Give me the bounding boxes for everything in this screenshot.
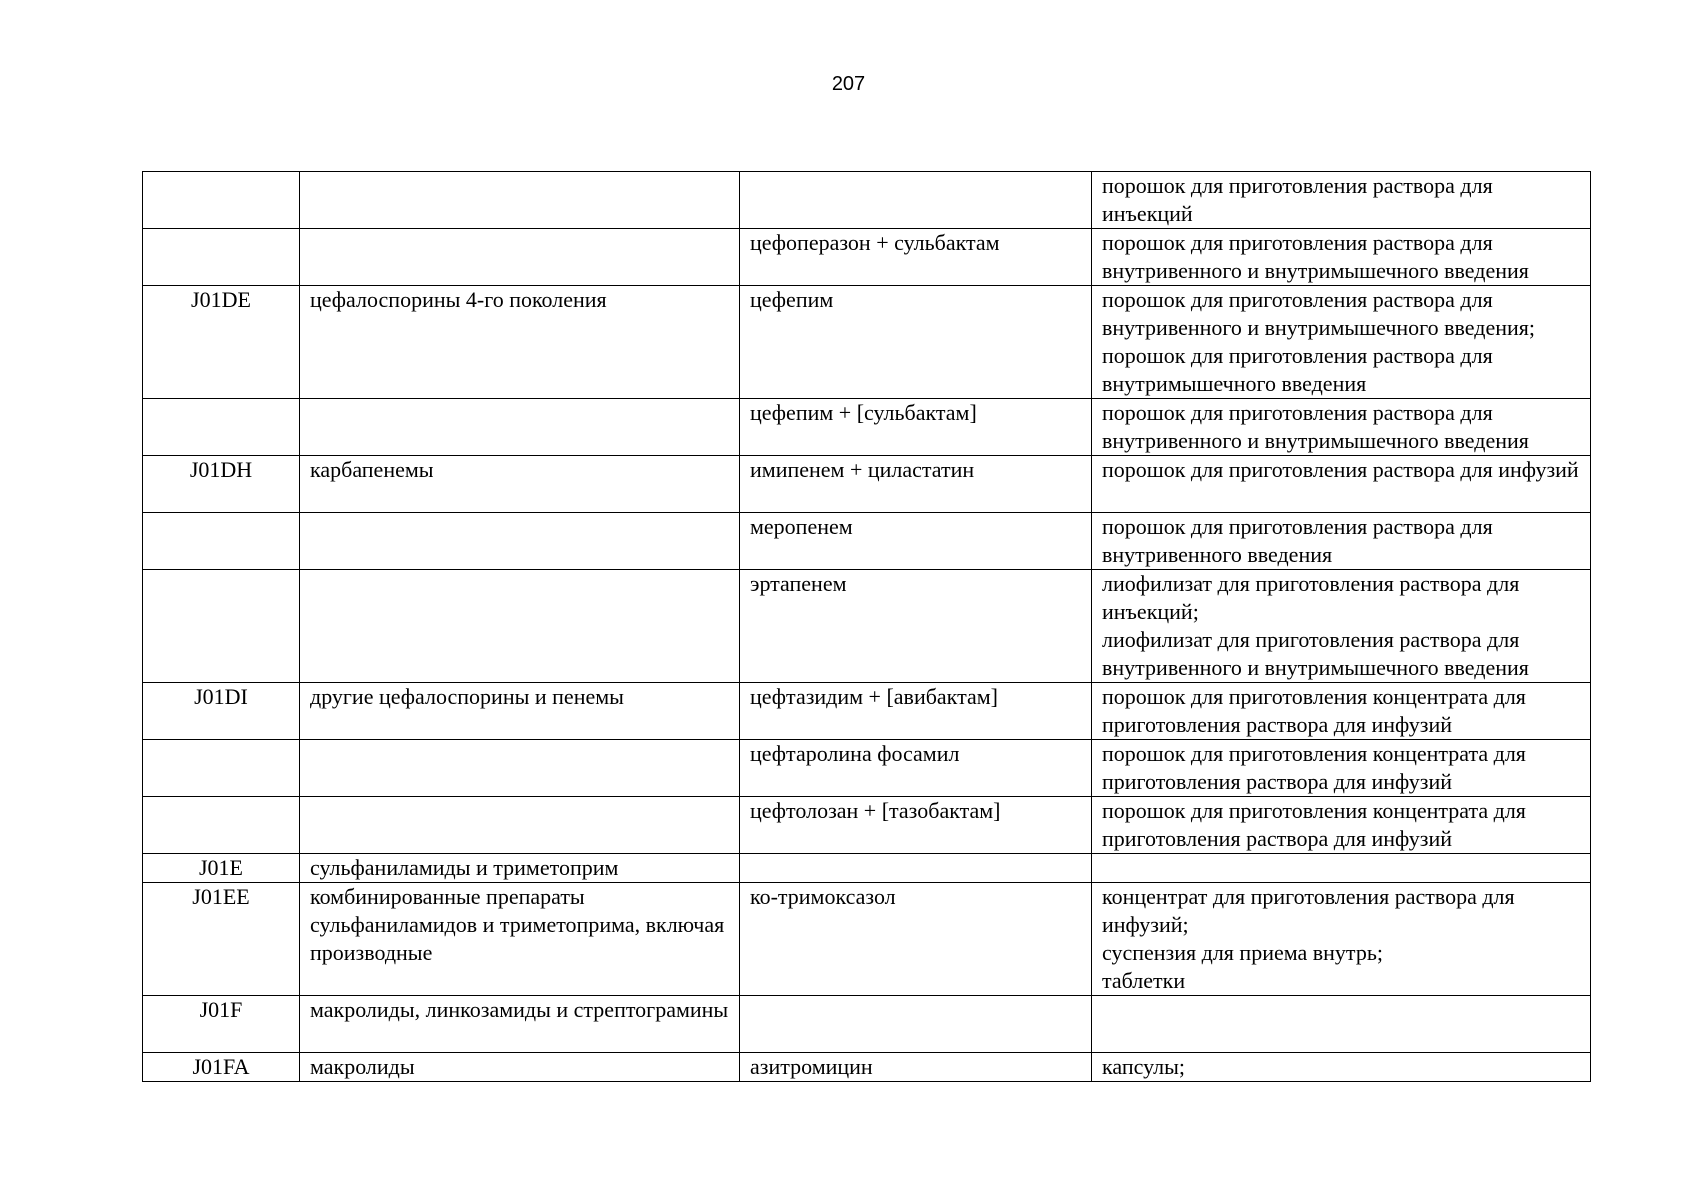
group-cell: другие цефалоспорины и пенемы [300,683,740,740]
drug-table [142,171,1591,1082]
group-cell [300,229,740,286]
dosage-form-cell: концентрат для приготовления раствора для инфузий; суспензия для приема внутрь; таблетки [1092,883,1591,996]
table-row [143,456,1591,513]
table-row [143,683,1591,740]
drug-cell: цефтаролина фосамил [740,740,1092,797]
atc-code-cell [143,229,300,286]
group-cell: карбапенемы [300,456,740,513]
group-cell [300,740,740,797]
atc-code-cell [143,740,300,797]
group-cell: комбинированные препараты сульфаниламидов и триметоприма, включая производные [300,883,740,996]
group-cell: макролиды, линкозамиды и стрептограмины [300,996,740,1053]
drug-cell: ко-тримоксазол [740,883,1092,996]
table-row [143,1053,1591,1082]
drug-cell: эртапенем [740,570,1092,683]
atc-code-cell: J01EE [143,883,300,996]
dosage-form-cell: порошок для приготовления раствора для внутривенного и внутримышечного введения; порошок для приготовления раствора для внутримышечного введения [1092,286,1591,399]
dosage-form-cell: порошок для приготовления концентрата для приготовления раствора для инфузий [1092,797,1591,854]
atc-code-cell: J01E [143,854,300,883]
dosage-form-cell: порошок для приготовления раствора для внутривенного введения [1092,513,1591,570]
table-row [143,286,1591,399]
group-cell [300,172,740,229]
atc-code-cell [143,513,300,570]
table-row [143,854,1591,883]
table-row [143,399,1591,456]
dosage-form-cell: порошок для приготовления концентрата для приготовления раствора для инфузий [1092,740,1591,797]
drug-cell: меропенем [740,513,1092,570]
drug-cell: имипенем + циластатин [740,456,1092,513]
group-cell: макролиды [300,1053,740,1082]
atc-code-cell: J01FA [143,1053,300,1082]
drug-cell: цефтолозан + [тазобактам] [740,797,1092,854]
drug-cell [740,996,1092,1053]
group-cell [300,797,740,854]
drug-cell: цефтазидим + [авибактам] [740,683,1092,740]
drug-cell [740,172,1092,229]
page-number: 207 [831,73,866,95]
dosage-form-cell: порошок для приготовления раствора для внутривенного и внутримышечного введения [1092,229,1591,286]
group-cell: цефалоспорины 4-го поколения [300,286,740,399]
table-row [143,513,1591,570]
group-cell [300,570,740,683]
dosage-form-cell [1092,996,1591,1053]
table-row [143,570,1591,683]
dosage-form-cell: капсулы; [1092,1053,1591,1082]
group-cell [300,399,740,456]
table-row [143,797,1591,854]
atc-code-cell [143,399,300,456]
atc-code-cell: J01DE [143,286,300,399]
drug-cell: азитромицин [740,1053,1092,1082]
table-row [143,229,1591,286]
atc-code-cell [143,172,300,229]
drug-cell [740,854,1092,883]
dosage-form-cell: порошок для приготовления раствора для инфузий [1092,456,1591,513]
table-row [143,996,1591,1053]
dosage-form-cell [1092,854,1591,883]
dosage-form-cell: порошок для приготовления раствора для внутривенного и внутримышечного введения [1092,399,1591,456]
dosage-form-cell: лиофилизат для приготовления раствора для инъекций; лиофилизат для приготовления раствора для внутривенного и внутримышечного введения [1092,570,1591,683]
drug-cell: цефепим [740,286,1092,399]
table-row [143,172,1591,229]
table-row [143,883,1591,996]
drug-cell: цефоперазон + сульбактам [740,229,1092,286]
dosage-form-cell: порошок для приготовления раствора для инъекций [1092,172,1591,229]
atc-code-cell [143,797,300,854]
group-cell: сульфаниламиды и триметоприм [300,854,740,883]
atc-code-cell: J01DH [143,456,300,513]
drug-cell: цефепим + [сульбактам] [740,399,1092,456]
table-row [143,740,1591,797]
atc-code-cell: J01DI [143,683,300,740]
atc-code-cell: J01F [143,996,300,1053]
group-cell [300,513,740,570]
atc-code-cell [143,570,300,683]
dosage-form-cell: порошок для приготовления концентрата для приготовления раствора для инфузий [1092,683,1591,740]
